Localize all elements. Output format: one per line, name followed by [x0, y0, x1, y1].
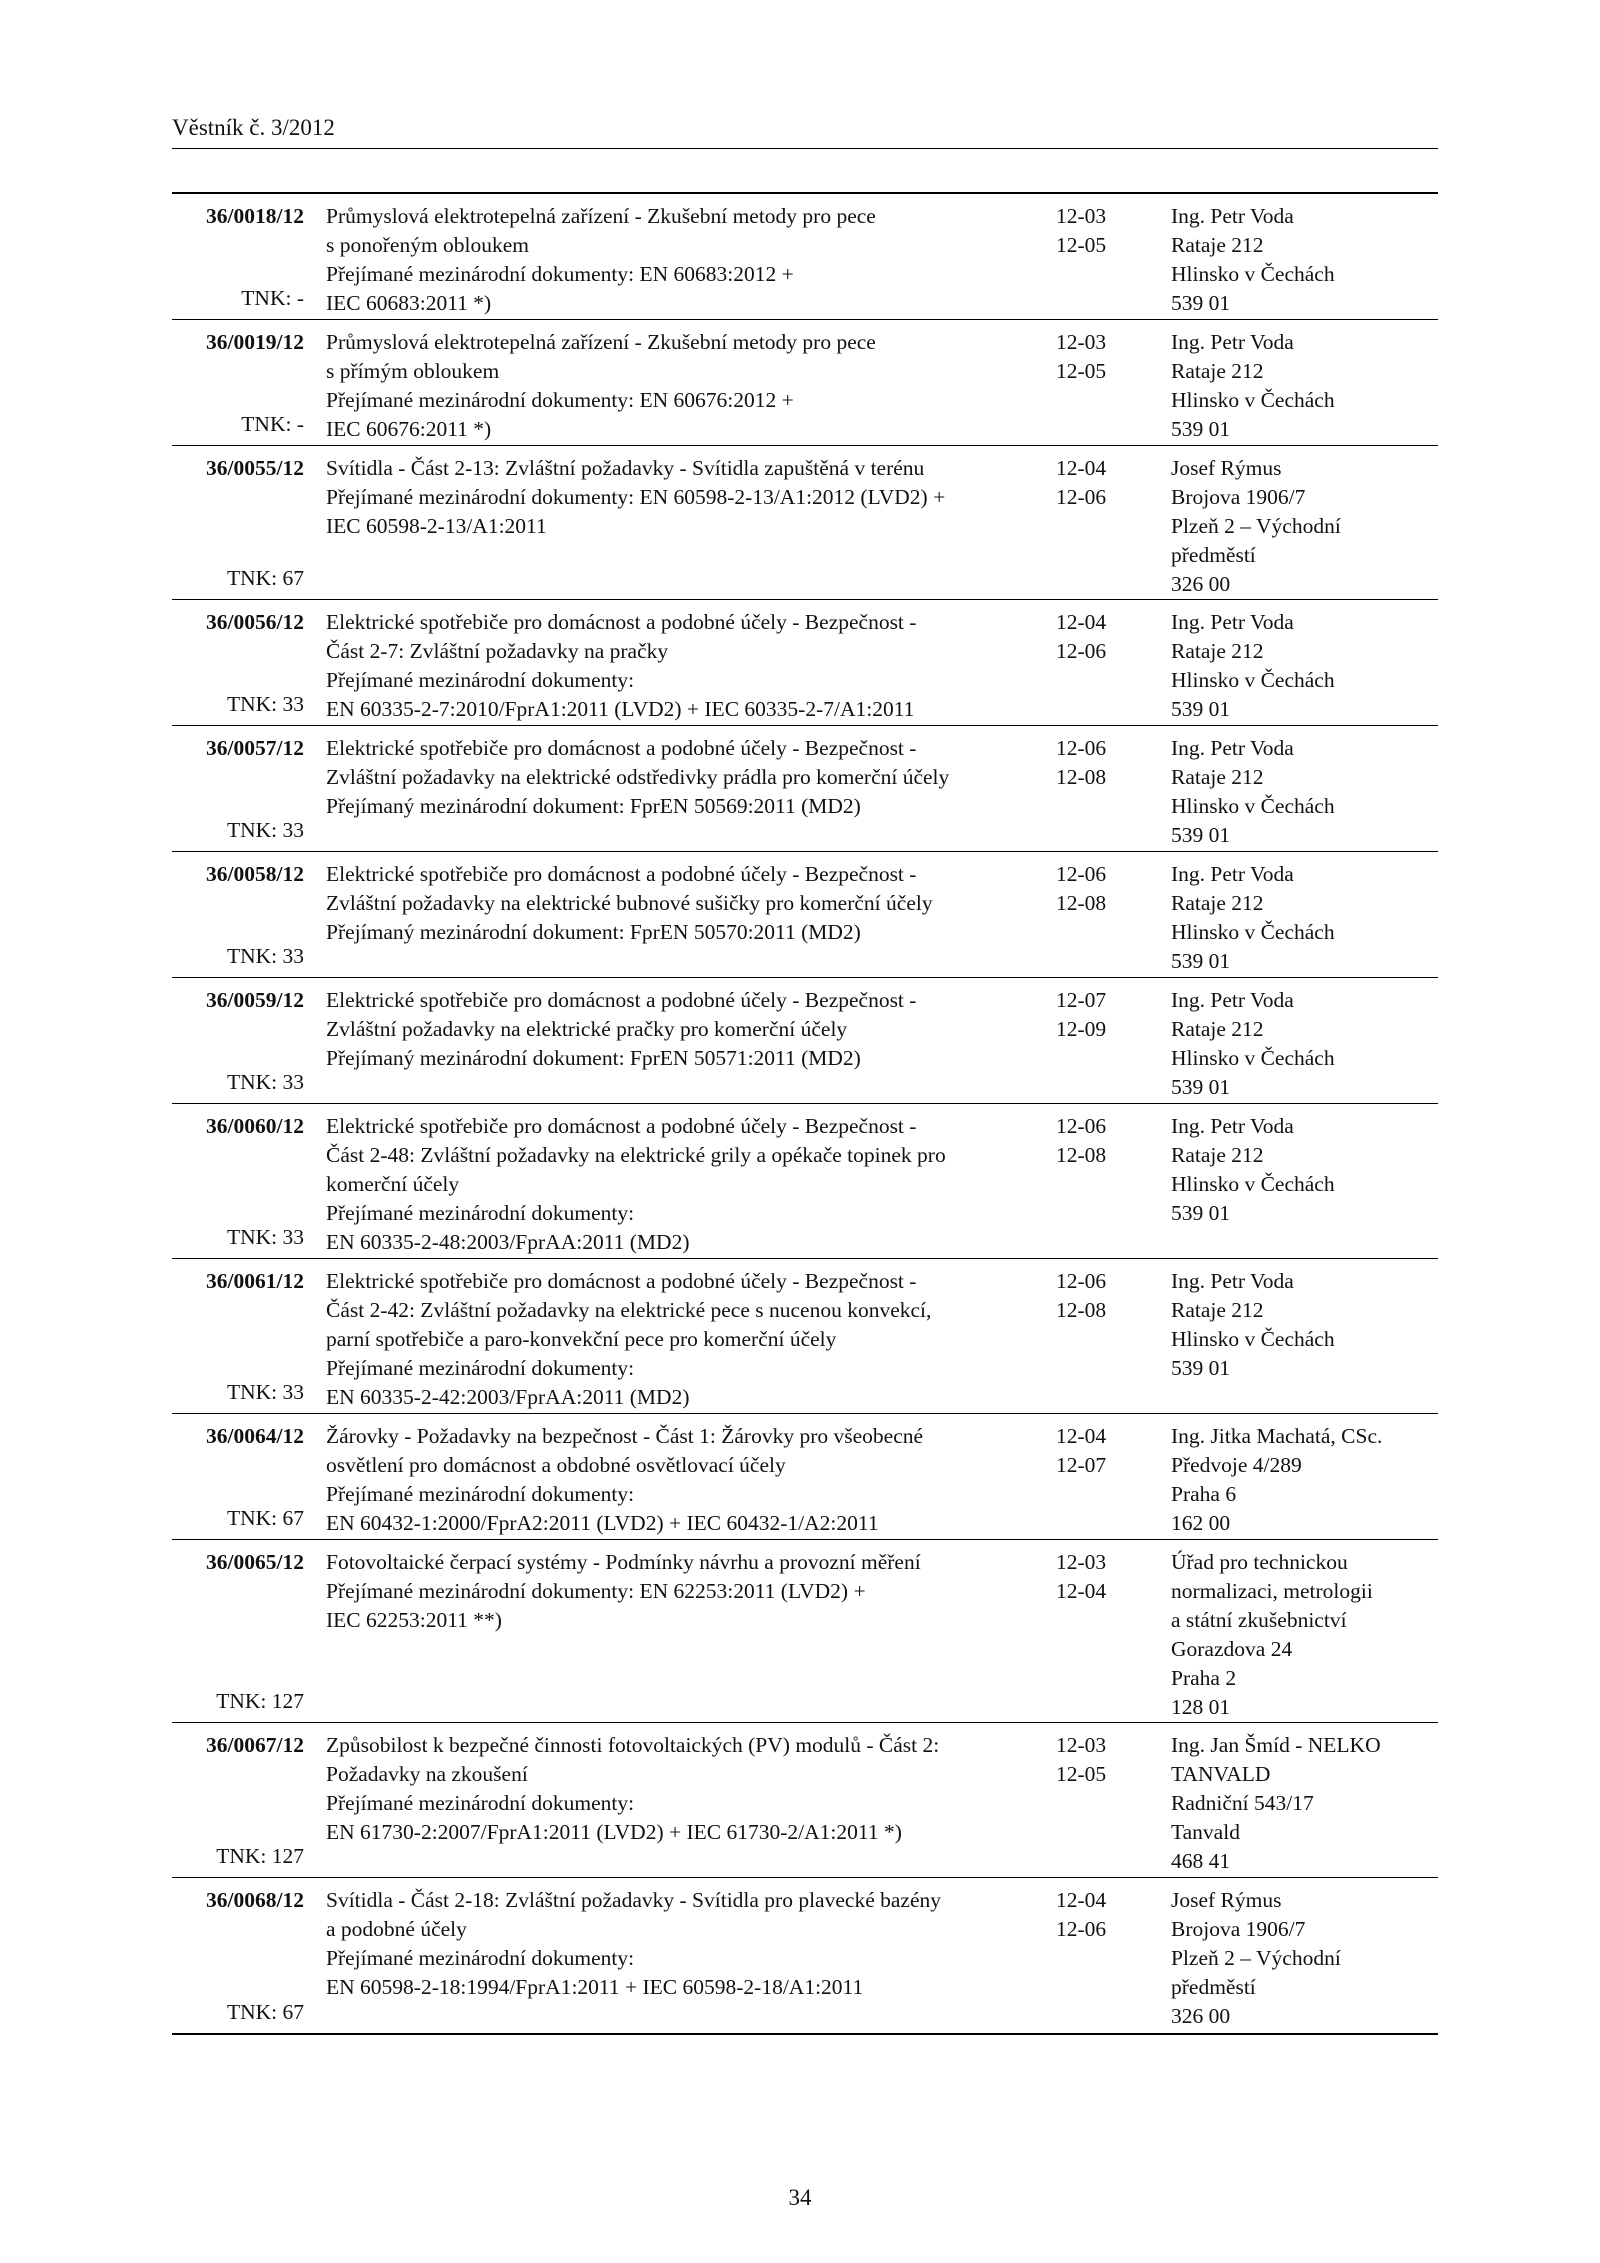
- contact-address: [1171, 1731, 1439, 1876]
- address-line: Gorazdova 24: [1171, 1637, 1293, 1661]
- description-line: s přímým obloukem: [326, 359, 500, 383]
- address-line: normalizaci, metrologii: [1171, 1579, 1373, 1603]
- description-line: Požadavky na zkoušení: [326, 1762, 528, 1786]
- description-line: Přejímané mezinárodní dokumenty: EN 60683:2012 +: [326, 262, 794, 286]
- address-line: Předvoje 4/289: [1171, 1453, 1302, 1477]
- address-line: Ing. Petr Voda: [1171, 736, 1294, 760]
- description-line: parní spotřebiče a paro-konvekční pece pro komerční účely: [326, 1327, 837, 1351]
- address-line: Ing. Petr Voda: [1171, 1269, 1294, 1293]
- document-description: [326, 608, 1046, 724]
- address-line: Ing. Petr Voda: [1171, 862, 1294, 886]
- date-code: 12-08: [1056, 1298, 1107, 1322]
- address-line: Rataje 212: [1171, 1298, 1264, 1322]
- date-code: 12-05: [1056, 1762, 1107, 1786]
- description-line: IEC 60683:2011 *): [326, 291, 492, 315]
- description-line: Zvláštní požadavky na elektrické pračky pro komerční účely: [326, 1017, 848, 1041]
- address-line: Ing. Petr Voda: [1171, 204, 1294, 228]
- address-line: Ing. Jitka Machatá, CSc.: [1171, 1424, 1383, 1448]
- address-line: Hlinsko v Čechách: [1171, 920, 1335, 944]
- description-line: Přejímané mezinárodní dokumenty: EN 62253:2011 (LVD2) +: [326, 1579, 866, 1603]
- document-number: 36/0058/12: [206, 862, 304, 886]
- contact-address: [1171, 202, 1439, 318]
- date-code: 12-03: [1056, 330, 1107, 354]
- document-number: 36/0068/12: [206, 1888, 304, 1912]
- date-code: 12-03: [1056, 1733, 1107, 1757]
- tnk-label: TNK: 33: [226, 1225, 304, 1249]
- document-number: 36/0055/12: [206, 456, 304, 480]
- address-line: Brojova 1906/7: [1171, 1917, 1306, 1941]
- document-number: 36/0060/12: [206, 1114, 304, 1138]
- date-code: 12-04: [1056, 1424, 1107, 1448]
- date-codes: [1056, 1886, 1126, 1944]
- document-description: [326, 328, 1046, 444]
- address-line: Praha 6: [1171, 1482, 1237, 1506]
- address-line: Hlinsko v Čechách: [1171, 1327, 1335, 1351]
- date-code: 12-04: [1056, 610, 1107, 634]
- date-code: 12-03: [1056, 1550, 1107, 1574]
- date-codes: [1056, 328, 1126, 386]
- address-line: Ing. Petr Voda: [1171, 988, 1294, 1012]
- document-number: 36/0018/12: [206, 204, 304, 228]
- description-line: Část 2-7: Zvláštní požadavky na pračky: [326, 639, 669, 663]
- tnk-label: TNK: 67: [226, 2000, 304, 2024]
- contact-address: [1171, 1886, 1439, 2031]
- address-line: Plzeň 2 – Východní: [1171, 1946, 1341, 1970]
- address-line: Hlinsko v Čechách: [1171, 668, 1335, 692]
- address-line: TANVALD: [1171, 1762, 1271, 1786]
- date-code: 12-08: [1056, 891, 1107, 915]
- description-line: Přejímané mezinárodní dokumenty:: [326, 1201, 635, 1225]
- description-line: Část 2-48: Zvláštní požadavky na elektrické grily a opékače topinek pro: [326, 1143, 946, 1167]
- description-line: Svítidla - Část 2-18: Zvláštní požadavky - Svítidla pro plavecké bazény: [326, 1888, 941, 1912]
- tnk-label: TNK: 33: [226, 1070, 304, 1094]
- tnk-label: TNK: -: [241, 412, 304, 436]
- table-row: [172, 194, 1438, 320]
- description-line: Způsobilost k bezpečné činnosti fotovoltaických (PV) modulů - Část 2:: [326, 1733, 940, 1757]
- document-number: 36/0061/12: [206, 1269, 304, 1293]
- date-code: 12-04: [1056, 456, 1107, 480]
- description-line: Elektrické spotřebiče pro domácnost a podobné účely - Bezpečnost -: [326, 862, 917, 886]
- date-codes: [1056, 734, 1126, 792]
- document-description: [326, 1112, 1046, 1257]
- table-row: [172, 726, 1438, 852]
- date-codes: [1056, 1112, 1126, 1170]
- date-codes: [1056, 454, 1126, 512]
- description-line: EN 60335-2-42:2003/FprAA:2011 (MD2): [326, 1385, 690, 1409]
- tnk-label: TNK: -: [241, 286, 304, 310]
- address-line: Plzeň 2 – Východní: [1171, 514, 1341, 538]
- description-line: EN 60335-2-48:2003/FprAA:2011 (MD2): [326, 1230, 690, 1254]
- address-line: Rataje 212: [1171, 233, 1264, 257]
- tnk-label: TNK: 33: [226, 944, 304, 968]
- table-row: [172, 600, 1438, 726]
- address-line: 539 01: [1171, 697, 1231, 721]
- description-line: Přejímané mezinárodní dokumenty:: [326, 668, 635, 692]
- address-line: Radniční 543/17: [1171, 1791, 1314, 1815]
- address-line: Rataje 212: [1171, 1017, 1264, 1041]
- document-number: 36/0019/12: [206, 330, 304, 354]
- standards-table: [172, 192, 1438, 2035]
- date-code: 12-06: [1056, 639, 1107, 663]
- description-line: Fotovoltaické čerpací systémy - Podmínky návrhu a provozní měření: [326, 1550, 921, 1574]
- table-row: [172, 852, 1438, 978]
- document-description: [326, 1422, 1046, 1538]
- tnk-label: TNK: 67: [226, 566, 304, 590]
- description-line: Přejímaný mezinárodní dokument: FprEN 50569:2011 (MD2): [326, 794, 861, 818]
- description-line: Přejímaný mezinárodní dokument: FprEN 50571:2011 (MD2): [326, 1046, 861, 1070]
- description-line: IEC 62253:2011 **): [326, 1608, 502, 1632]
- address-line: Hlinsko v Čechách: [1171, 1172, 1335, 1196]
- contact-address: [1171, 1422, 1439, 1538]
- document-description: [326, 1267, 1046, 1412]
- date-code: 12-07: [1056, 1453, 1107, 1477]
- description-line: IEC 60598-2-13/A1:2011: [326, 514, 547, 538]
- description-line: komerční účely: [326, 1172, 460, 1196]
- description-line: EN 60432-1:2000/FprA2:2011 (LVD2) + IEC 60432-1/A2:2011: [326, 1511, 879, 1535]
- description-line: Elektrické spotřebiče pro domácnost a podobné účely - Bezpečnost -: [326, 610, 917, 634]
- tnk-label: TNK: 33: [226, 818, 304, 842]
- address-line: Josef Rýmus: [1171, 1888, 1282, 1912]
- address-line: 539 01: [1171, 1356, 1231, 1380]
- description-line: Elektrické spotřebiče pro domácnost a podobné účely - Bezpečnost -: [326, 988, 917, 1012]
- address-line: 539 01: [1171, 1201, 1231, 1225]
- tnk-label: TNK: 127: [216, 1689, 304, 1713]
- address-line: Rataje 212: [1171, 891, 1264, 915]
- address-line: 162 00: [1171, 1511, 1231, 1535]
- date-code: 12-06: [1056, 1269, 1107, 1293]
- description-line: EN 60598-2-18:1994/FprA1:2011 + IEC 60598-2-18/A1:2011: [326, 1975, 864, 1999]
- description-line: Zvláštní požadavky na elektrické bubnové sušičky pro komerční účely: [326, 891, 933, 915]
- contact-address: [1171, 860, 1439, 976]
- document-description: [326, 860, 1046, 947]
- contact-address: [1171, 986, 1439, 1102]
- date-codes: [1056, 1731, 1126, 1789]
- address-line: Rataje 212: [1171, 765, 1264, 789]
- contact-address: [1171, 454, 1439, 599]
- page-number: 34: [788, 2185, 812, 2210]
- address-line: 539 01: [1171, 291, 1231, 315]
- address-line: 326 00: [1171, 572, 1231, 596]
- page-header: [172, 112, 1438, 149]
- table-row: [172, 446, 1438, 600]
- description-line: Elektrické spotřebiče pro domácnost a podobné účely - Bezpečnost -: [326, 1114, 917, 1138]
- address-line: 128 01: [1171, 1695, 1231, 1719]
- address-line: Úřad pro technickou: [1171, 1550, 1348, 1574]
- address-line: Rataje 212: [1171, 359, 1264, 383]
- description-line: Přejímané mezinárodní dokumenty:: [326, 1482, 635, 1506]
- address-line: 468 41: [1171, 1849, 1231, 1873]
- date-code: 12-09: [1056, 1017, 1107, 1041]
- description-line: EN 60335-2-7:2010/FprA1:2011 (LVD2) + IEC 60335-2-7/A1:2011: [326, 697, 915, 721]
- description-line: Přejímaný mezinárodní dokument: FprEN 50570:2011 (MD2): [326, 920, 861, 944]
- contact-address: [1171, 328, 1439, 444]
- date-code: 12-05: [1056, 359, 1107, 383]
- date-code: 12-07: [1056, 988, 1107, 1012]
- date-code: 12-06: [1056, 862, 1107, 886]
- address-line: Ing. Petr Voda: [1171, 1114, 1294, 1138]
- address-line: Ing. Petr Voda: [1171, 330, 1294, 354]
- address-line: 326 00: [1171, 2004, 1231, 2028]
- address-line: 539 01: [1171, 949, 1231, 973]
- address-line: Rataje 212: [1171, 639, 1264, 663]
- document-number: 36/0065/12: [206, 1550, 304, 1574]
- address-line: a státní zkušebnictví: [1171, 1608, 1347, 1632]
- document-number: 36/0064/12: [206, 1424, 304, 1448]
- date-codes: [1056, 986, 1126, 1044]
- date-code: 12-06: [1056, 1114, 1107, 1138]
- description-line: Svítidla - Část 2-13: Zvláštní požadavky - Svítidla zapuštěná v terénu: [326, 456, 925, 480]
- address-line: 539 01: [1171, 823, 1231, 847]
- document-number: 36/0056/12: [206, 610, 304, 634]
- address-line: předměstí: [1171, 1975, 1256, 1999]
- date-codes: [1056, 1267, 1126, 1325]
- description-line: Část 2-42: Zvláštní požadavky na elektrické pece s nucenou konvekcí,: [326, 1298, 932, 1322]
- date-codes: [1056, 1548, 1126, 1606]
- document-number: 36/0057/12: [206, 736, 304, 760]
- table-row: [172, 1723, 1438, 1878]
- description-line: Přejímané mezinárodní dokumenty: EN 60598-2-13/A1:2012 (LVD2) +: [326, 485, 946, 509]
- contact-address: [1171, 1267, 1439, 1383]
- date-code: 12-04: [1056, 1579, 1107, 1603]
- page-title: Věstník č. 3/2012: [172, 115, 335, 140]
- tnk-label: TNK: 127: [216, 1844, 304, 1868]
- description-line: EN 61730-2:2007/FprA1:2011 (LVD2) + IEC 61730-2/A1:2011 *): [326, 1820, 902, 1844]
- contact-address: [1171, 1548, 1439, 1722]
- date-code: 12-04: [1056, 1888, 1107, 1912]
- description-line: Elektrické spotřebiče pro domácnost a podobné účely - Bezpečnost -: [326, 1269, 917, 1293]
- description-line: Přejímané mezinárodní dokumenty:: [326, 1946, 635, 1970]
- date-code: 12-06: [1056, 1917, 1107, 1941]
- date-code: 12-05: [1056, 233, 1107, 257]
- description-line: Žárovky - Požadavky na bezpečnost - Část 1: Žárovky pro všeobecné: [326, 1424, 924, 1448]
- table-row: [172, 320, 1438, 446]
- description-line: s ponořeným obloukem: [326, 233, 530, 257]
- contact-address: [1171, 1112, 1439, 1228]
- date-codes: [1056, 860, 1126, 918]
- address-line: 539 01: [1171, 417, 1231, 441]
- table-row: [172, 978, 1438, 1104]
- date-code: 12-06: [1056, 736, 1107, 760]
- address-line: Hlinsko v Čechách: [1171, 794, 1335, 818]
- date-codes: [1056, 1422, 1126, 1480]
- address-line: předměstí: [1171, 543, 1256, 567]
- address-line: Hlinsko v Čechách: [1171, 1046, 1335, 1070]
- tnk-label: TNK: 33: [226, 1380, 304, 1404]
- description-line: Přejímané mezinárodní dokumenty:: [326, 1356, 635, 1380]
- document-description: [326, 1886, 1046, 2002]
- address-line: Hlinsko v Čechách: [1171, 262, 1335, 286]
- table-row: [172, 1414, 1438, 1540]
- date-codes: [1056, 202, 1126, 260]
- address-line: Ing. Jan Šmíd - NELKO: [1171, 1733, 1381, 1757]
- document-number: 36/0067/12: [206, 1733, 304, 1757]
- tnk-label: TNK: 67: [226, 1506, 304, 1530]
- tnk-label: TNK: 33: [226, 692, 304, 716]
- address-line: Hlinsko v Čechách: [1171, 388, 1335, 412]
- document-description: [326, 1731, 1046, 1847]
- description-line: Přejímané mezinárodní dokumenty:: [326, 1791, 635, 1815]
- table-row: [172, 1259, 1438, 1414]
- document-description: [326, 986, 1046, 1073]
- date-code: 12-08: [1056, 765, 1107, 789]
- description-line: a podobné účely: [326, 1917, 467, 1941]
- document-description: [326, 454, 1046, 541]
- date-codes: [1056, 608, 1126, 666]
- address-line: Josef Rýmus: [1171, 456, 1282, 480]
- address-line: Rataje 212: [1171, 1143, 1264, 1167]
- description-line: Zvláštní požadavky na elektrické odstředivky prádla pro komerční účely: [326, 765, 950, 789]
- description-line: Průmyslová elektrotepelná zařízení - Zkušební metody pro pece: [326, 330, 876, 354]
- address-line: Brojova 1906/7: [1171, 485, 1306, 509]
- description-line: Přejímané mezinárodní dokumenty: EN 60676:2012 +: [326, 388, 794, 412]
- date-code: 12-06: [1056, 485, 1107, 509]
- description-line: Průmyslová elektrotepelná zařízení - Zkušební metody pro pece: [326, 204, 876, 228]
- date-code: 12-08: [1056, 1143, 1107, 1167]
- table-row: [172, 1878, 1438, 2033]
- document-description: [326, 202, 1046, 318]
- contact-address: [1171, 608, 1439, 724]
- table-row: [172, 1540, 1438, 1723]
- document-description: [326, 1548, 1046, 1635]
- address-line: Ing. Petr Voda: [1171, 610, 1294, 634]
- description-line: osvětlení pro domácnost a obdobné osvětlovací účely: [326, 1453, 786, 1477]
- address-line: 539 01: [1171, 1075, 1231, 1099]
- contact-address: [1171, 734, 1439, 850]
- document-number: 36/0059/12: [206, 988, 304, 1012]
- table-row: [172, 1104, 1438, 1259]
- description-line: IEC 60676:2011 *): [326, 417, 492, 441]
- address-line: Tanvald: [1171, 1820, 1240, 1844]
- description-line: Elektrické spotřebiče pro domácnost a podobné účely - Bezpečnost -: [326, 736, 917, 760]
- date-code: 12-03: [1056, 204, 1107, 228]
- address-line: Praha 2: [1171, 1666, 1237, 1690]
- document-description: [326, 734, 1046, 821]
